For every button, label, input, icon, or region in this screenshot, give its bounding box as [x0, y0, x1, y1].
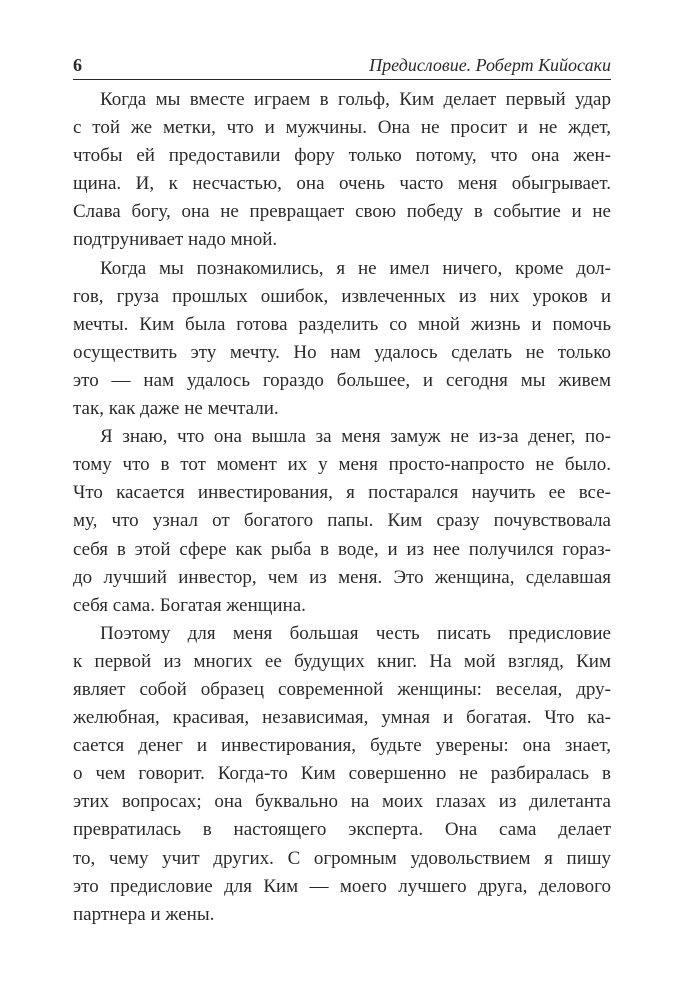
text-line: Поэтому для меня большая честь писать предисловие	[100, 622, 611, 644]
text-line: му, что узнал от богатого папы. Ким сразу почувствовала	[73, 510, 611, 532]
text-line: являет собой образец современной женщины: веселая, дру-	[73, 678, 611, 700]
text-line: желюбная, красивая, независимая, умная и богатая. Что ка-	[73, 707, 611, 729]
text-line: к первой из многих ее будущих книг. На мой взгляд, Ким	[73, 650, 611, 672]
text-line: то, чему учит других. С огромным удовольствием я пишу	[73, 847, 611, 869]
paragraph	[73, 423, 611, 620]
text-line: себя сама. Богатая женщина.	[73, 594, 306, 616]
running-title: Предисловие. Роберт Кийосаки	[369, 55, 611, 75]
text-line: чтобы ей предоставили фору только потому, что она жен-	[73, 145, 611, 167]
text-line: превратилась в настоящего эксперта. Она сама делает	[73, 819, 611, 841]
text-line: гов, груза прошлых ошибок, извлеченных из них уроков и	[73, 285, 611, 307]
text-line: с той же метки, что и мужчины. Она не просит и не ждет,	[73, 117, 611, 139]
text-line: Когда мы вместе играем в гольф, Ким делает первый удар	[100, 89, 611, 110]
text-line: Я знаю, что она вышла за меня замуж не из-за денег, по-	[100, 426, 611, 448]
text-line: Что касается инвестирования, я постарался научить ее все-	[73, 482, 611, 504]
paragraph	[73, 255, 611, 424]
text-line: щина. И, к несчастью, она очень часто меня обыгрывает.	[73, 173, 611, 195]
text-line: мечты. Ким была готова разделить со мной жизнь и помочь	[73, 313, 611, 335]
text-line: подтрунивает надо мной.	[73, 229, 278, 251]
text-line: это — нам удалось гораздо большее, и сегодня мы живем	[73, 369, 611, 391]
running-head	[73, 53, 611, 80]
text-line: тому что в тот момент их у меня просто-напросто не было.	[73, 454, 611, 476]
paragraph	[73, 86, 611, 255]
text-line: осуществить эту мечту. Но нам удалось сделать не только	[73, 341, 611, 363]
page-number: 6	[73, 55, 82, 75]
text-line: партнера и жены.	[73, 903, 215, 925]
text-line: Слава богу, она не превращает свою победу в событие и не	[73, 201, 611, 223]
text-line: этих вопросах; она буквально на моих глазах из дилетанта	[73, 791, 611, 813]
text-line: это предисловие для Ким — моего лучшего друга, делового	[73, 875, 611, 897]
text-line: Когда мы познакомились, я не имел ничего, кроме дол-	[100, 257, 611, 279]
paragraph	[73, 620, 611, 929]
text-line: о чем говорит. Когда-то Ким совершенно не разбиралась в	[73, 763, 611, 785]
text-line: себя в этой сфере как рыба в воде, и из нее получился гораз-	[73, 538, 611, 560]
text-line: так, как даже не мечтали.	[73, 398, 279, 420]
body-text	[73, 86, 611, 929]
text-line: сается денег и инвестирования, будьте уверены: она знает,	[73, 735, 611, 757]
text-line: до лучший инвестор, чем из меня. Это женщина, сделавшая	[73, 566, 611, 588]
